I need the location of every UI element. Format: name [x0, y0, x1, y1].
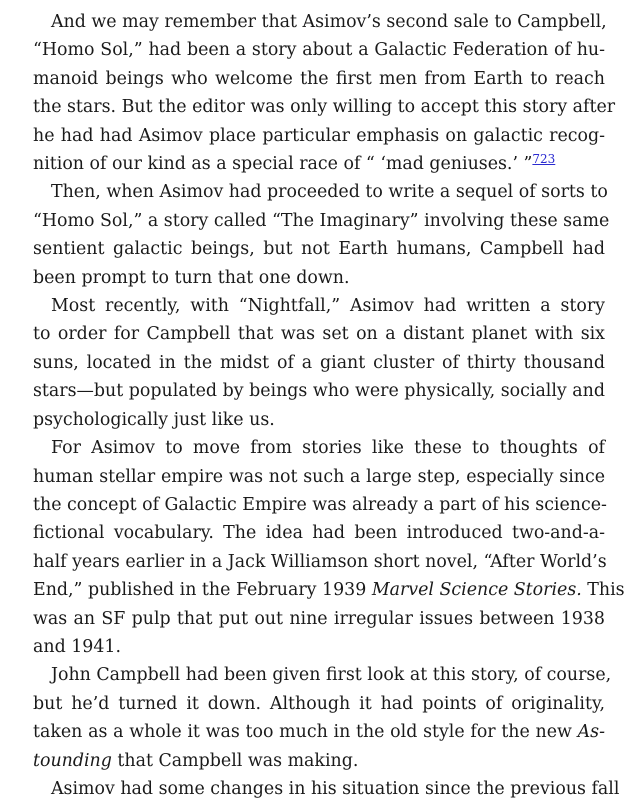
- text-line: and 1941.: [33, 636, 122, 657]
- text-line: Asimov had some changes in his situation since the previous fall: [51, 778, 620, 799]
- text-segment: taken as a whole it was too much in the old style for the new: [33, 722, 578, 743]
- text-line: For Asimov to move from stories like these to thoughts of: [51, 438, 605, 459]
- text-line: Most recently, with “Nightfall,” Asimov had written a story: [51, 296, 605, 317]
- text-line: [33, 576, 625, 604]
- cut-off-line: [33, 775, 620, 799]
- text-line: [33, 150, 605, 178]
- text-segment: End,” published in the February 1939: [33, 580, 372, 601]
- text-line: suns, located in the midst of a giant cluster of thirty thousand: [33, 352, 605, 373]
- paragraph-3: [33, 292, 605, 434]
- paragraph-4: [33, 434, 625, 661]
- magazine-title: tounding: [33, 750, 112, 771]
- text-line: he had had Asimov place particular emphasis on galactic recog-: [33, 125, 605, 146]
- text-line: Then, when Asimov had proceeded to write a sequel of sorts to: [51, 182, 608, 203]
- text-line: stars—but populated by beings who were physically, socially and: [33, 381, 605, 402]
- text-line: the concept of Galactic Empire was already a part of his science-: [33, 494, 607, 515]
- text-line: been prompt to turn that one down.: [33, 267, 350, 288]
- paragraph-5: [33, 661, 612, 775]
- text-line: human stellar empire was not such a large step, especially since: [33, 466, 605, 487]
- book-page: [33, 8, 625, 799]
- text-line: [33, 718, 605, 746]
- text-line: “Homo Sol,” had been a story about a Galactic Federation of hu-: [33, 40, 605, 61]
- paragraph-1: [33, 8, 616, 178]
- magazine-title: Marvel Science Stories.: [371, 580, 582, 601]
- text-segment: nition of our kind as a special race of “ ‘mad geniuses.’ ”: [33, 154, 533, 175]
- text-line: manoid beings who welcome the first men from Earth to reach: [33, 68, 605, 89]
- text-line: half years earlier in a Jack Williamson short novel, “After World’s: [33, 551, 607, 572]
- paragraph-2: [33, 178, 610, 292]
- text-line: to order for Campbell that was set on a distant planet with six: [33, 324, 605, 345]
- text-line: but he’d turned it down. Although it had points of originality,: [33, 693, 605, 714]
- text-line: “Homo Sol,” a story called “The Imaginary” involving these same: [33, 210, 610, 231]
- magazine-title: As-: [577, 722, 605, 743]
- text-line: John Campbell had been given first look at this story, of course,: [51, 665, 612, 686]
- text-line: sentient galactic beings, but not Earth humans, Campbell had: [33, 239, 605, 260]
- text-line: fictional vocabulary. The idea had been introduced two-and-a-: [33, 523, 605, 544]
- text-segment: that Campbell was making.: [111, 750, 359, 771]
- text-line: psychologically just like us.: [33, 409, 275, 430]
- text-line: And we may remember that Asimov’s second sale to Campbell,: [51, 12, 607, 32]
- text-line: [33, 747, 605, 775]
- text-segment: This: [581, 580, 625, 601]
- footnote-link[interactable]: 723: [532, 152, 556, 167]
- text-line: was an SF pulp that put out nine irregular issues between 1938: [33, 608, 605, 629]
- text-line: the stars. But the editor was only willing to accept this story after: [33, 97, 616, 118]
